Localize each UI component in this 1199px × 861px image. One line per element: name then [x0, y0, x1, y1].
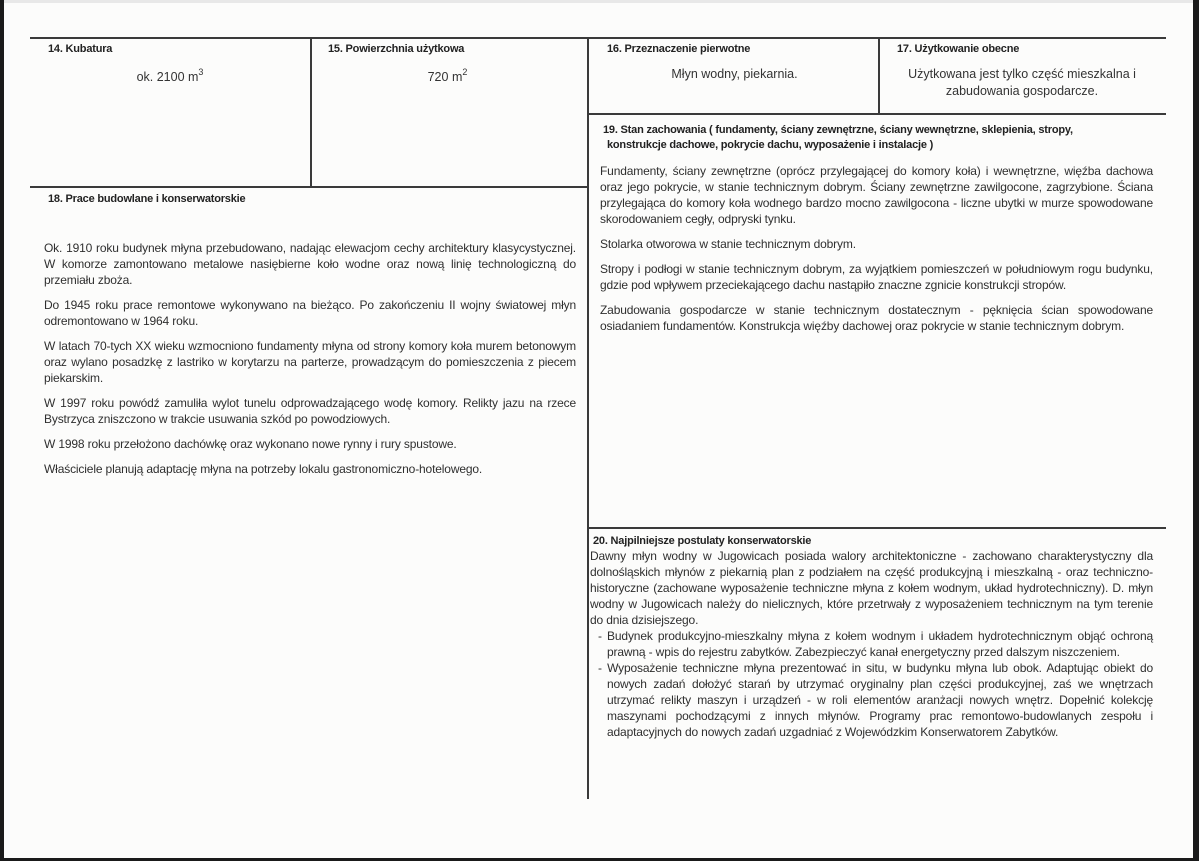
field-18-paragraph: W 1997 roku powódź zamuliła wylot tunelu odprowadzającego wodę komory. Relikty jazu na rzece Bystrzyca zniszczono w trakcie usuwania szkód po powodziowych. [44, 396, 576, 426]
field-20-bullet: - Wyposażenie techniczne młyna prezentować in situ, w budynku młyna lub obok. Adaptując obiekt do nowych zadań dołożyć starań by utrzymać oryginalny plan części produkcyjnej, zaś we wnętrzach utrzymać relikty maszyn i urządzeń - w roli elementów aranżacji nowych wnętrz. Dopełnić kolekcję maszynami pochodzącymi z innych młynów. Programy prac remontowo-budowlanych zespołu i adaptacyjnych do nowych zadań uzgadniać z Wojewódzkim Konserwatorem Zabytków. [598, 661, 1153, 739]
field-18-paragraph: Ok. 1910 roku budynek młyna przebudowano, nadając elewacjom cechy architektury klasycystycznej. W komorze zamontowano metalowe nasiębierne koło wodne oraz nową linię technologiczną do przemiału zboża. [44, 241, 576, 287]
field-20-bullet-list [590, 628, 1153, 740]
grid-line-v2 [587, 37, 589, 799]
field-19-paragraph: Stropy i podłogi w stanie technicznym dobrym, za wyjątkiem pomieszczeń w południowym rogu budynku, gdzie pod wpływem przeciekającego dachu nastąpiło znaczne zgnicie konstrukcji stropów. [600, 262, 1153, 292]
field-20-body [590, 548, 1153, 740]
field-19-paragraph: Fundamenty, ściany zewnętrzne (oprócz przylegającej do komory koła) i wewnętrzne, więźba dachowa oraz jego pokrycie, w stanie technicznym dobrym. Ściany zewnętrzne zawilgocone, zagrzybione. Ściana przylegająca do komory koła wodnego bardzo mocno zawilgocona - liczne ubytki w murze spowodowane skorodowaniem cegły, odpryski tynku. [600, 164, 1153, 226]
field-19-label-line1: 19. Stan zachowania ( fundamenty, ściany zewnętrzne, ściany wewnętrzne, sklepienia, stropy, [603, 124, 1073, 136]
field-20-intro: Dawny młyn wodny w Jugowicach posiada walory architektoniczne - zachowano charakterystyczny dla dolnośląskich młynów z piekarnią plan z podziałem na część produkcyjną i mieszkalną - oraz techniczno-historyczne (zachowane wyposażenie techniczne młyna z kołem wodnym, układ hydrotechniczny). D. młyn wodny w Jugowicach należy do nielicznych, które przetrwały z wyposażeniem technicznym na tym terenie do dnia dzisiejszego. [590, 549, 1153, 627]
grid-line-19-top [588, 113, 1166, 115]
grid-line-top [30, 37, 1166, 39]
card-edge-left [0, 0, 4, 861]
field-16-value: Młyn wodny, piekarnia. [671, 67, 798, 81]
card-edge-right [1193, 0, 1199, 861]
field-17-value: Użytkowana jest tylko część mieszkalna i zabudowania gospodarcze. [908, 67, 1136, 98]
field-14-value: ok. 2100 $m^3$ [136, 67, 204, 84]
field-18-paragraph: Do 1945 roku prace remontowe wykonywano na bieżąco. Po zakończeniu II wojny światowej młyn odremontowano w 1964 roku. [44, 298, 576, 328]
field-18-label: 18. Prace budowlane i konserwatorskie [48, 193, 246, 205]
field-18-paragraph: Właściciele planują adaptację młyna na potrzeby lokalu gastronomiczno-hotelowego. [44, 462, 483, 476]
card-edge-top [0, 0, 1199, 3]
field-17-label: 17. Użytkowanie obecne [897, 43, 1020, 55]
field-20-label: 20. Najpilniejsze postulaty konserwatorskie [593, 535, 812, 547]
field-18-paragraph: W 1998 roku przełożono dachówkę oraz wykonano nowe rynny i rury spustowe. [44, 437, 457, 451]
field-19-body [600, 163, 1153, 343]
grid-line-v3 [878, 37, 880, 114]
field-14-label: 14. Kubatura [48, 43, 113, 55]
field-18-paragraph: W latach 70-tych XX wieku wzmocniono fundamenty młyna od strony komory koła murem betonowym oraz wylano posadzkę z lastriko w korytarzu na parterze, prowadzącym do pomieszczenia z piecem piekarskim. [44, 339, 576, 385]
field-19-label-line2: konstrukcje dachowe, pokrycie dachu, wyposażenie i instalacje ) [607, 139, 934, 151]
field-19-paragraph: Zabudowania gospodarcze w stanie technicznym dostatecznym - pęknięcia ścian spowodowane osiadaniem fundamentów. Konstrukcja więźby dachowej oraz pokrycie w stanie technicznym dobrym. [600, 303, 1153, 333]
field-15-label: 15. Powierzchnia użytkowa [328, 43, 465, 55]
field-18-body [44, 240, 576, 486]
grid-line-v1 [310, 37, 312, 187]
field-16-label: 16. Przeznaczenie pierwotne [607, 43, 751, 55]
grid-line-18-top [30, 186, 588, 188]
field-15-value: 720 $m^2$ [427, 67, 468, 84]
grid-line-20-top [588, 527, 1166, 529]
field-19-paragraph: Stolarka otworowa w stanie technicznym dobrym. [600, 237, 856, 251]
field-20-bullet: - Budynek produkcyjno-mieszkalny młyna z kołem wodnym i układem hydrotechnicznym objąć ochroną prawną - wpis do rejestru zabytków. Zabezpieczyć kanał energetyczny przed dalszym niszczeniem. [598, 629, 1153, 659]
